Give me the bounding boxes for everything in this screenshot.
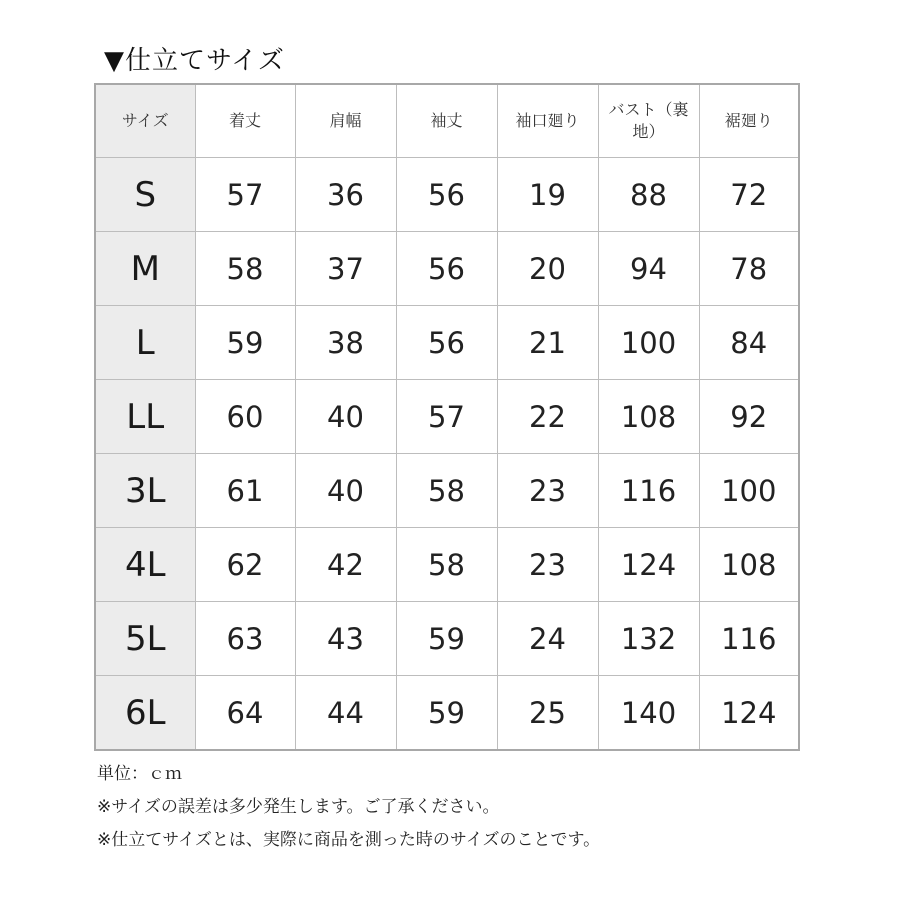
header-sleeve-length: 袖丈 <box>396 84 497 158</box>
table-cell: 44 <box>295 676 396 751</box>
header-length: 着丈 <box>195 84 295 158</box>
size-label: S <box>95 158 195 232</box>
table-cell: 59 <box>396 676 497 751</box>
table-row <box>95 454 799 528</box>
table-cell: 92 <box>699 380 799 454</box>
table-cell: 63 <box>195 602 295 676</box>
table-cell: 21 <box>497 306 598 380</box>
table-row <box>95 676 799 751</box>
header-size: サイズ <box>95 84 195 158</box>
table-cell: 23 <box>497 454 598 528</box>
header-shoulder-width: 肩幅 <box>295 84 396 158</box>
table-cell: 108 <box>699 528 799 602</box>
table-cell: 100 <box>598 306 699 380</box>
size-table <box>94 83 800 751</box>
table-cell: 24 <box>497 602 598 676</box>
table-cell: 72 <box>699 158 799 232</box>
table-cell: 40 <box>295 380 396 454</box>
table-cell: 59 <box>396 602 497 676</box>
table-cell: 132 <box>598 602 699 676</box>
table-cell: 57 <box>396 380 497 454</box>
table-cell: 62 <box>195 528 295 602</box>
table-cell: 43 <box>295 602 396 676</box>
size-label: 6L <box>95 676 195 751</box>
size-label: 4L <box>95 528 195 602</box>
size-label: L <box>95 306 195 380</box>
table-cell: 56 <box>396 306 497 380</box>
table-header-row <box>95 84 799 158</box>
table-cell: 20 <box>497 232 598 306</box>
table-cell: 58 <box>396 454 497 528</box>
table-cell: 25 <box>497 676 598 751</box>
table-cell: 84 <box>699 306 799 380</box>
size-label: 3L <box>95 454 195 528</box>
size-label: LL <box>95 380 195 454</box>
table-cell: 56 <box>396 232 497 306</box>
table-row <box>95 232 799 306</box>
header-cuff-circumference: 袖口廻り <box>497 84 598 158</box>
section-heading: ▼仕立てサイズ <box>104 46 285 76</box>
table-row <box>95 380 799 454</box>
table-cell: 36 <box>295 158 396 232</box>
table-row <box>95 602 799 676</box>
table-cell: 23 <box>497 528 598 602</box>
table-cell: 37 <box>295 232 396 306</box>
error-note: ※サイズの誤差は多少発生します。ご了承ください。 <box>97 797 500 817</box>
table-cell: 88 <box>598 158 699 232</box>
table-cell: 108 <box>598 380 699 454</box>
table-cell: 94 <box>598 232 699 306</box>
table-cell: 22 <box>497 380 598 454</box>
table-cell: 124 <box>598 528 699 602</box>
notes <box>97 758 600 857</box>
unit-note: 単位：ｃｍ <box>97 764 182 784</box>
table-cell: 78 <box>699 232 799 306</box>
definition-note: ※仕立てサイズとは、実際に商品を測った時のサイズのことです。 <box>97 830 601 850</box>
table-row <box>95 158 799 232</box>
size-label: M <box>95 232 195 306</box>
header-bust: バスト（裏地） <box>598 84 699 158</box>
table-cell: 124 <box>699 676 799 751</box>
table-cell: 140 <box>598 676 699 751</box>
table-cell: 56 <box>396 158 497 232</box>
table-cell: 61 <box>195 454 295 528</box>
table-cell: 100 <box>699 454 799 528</box>
table-cell: 60 <box>195 380 295 454</box>
table-cell: 64 <box>195 676 295 751</box>
table-cell: 38 <box>295 306 396 380</box>
table-cell: 42 <box>295 528 396 602</box>
size-label: 5L <box>95 602 195 676</box>
table-cell: 59 <box>195 306 295 380</box>
table-cell: 58 <box>195 232 295 306</box>
table-cell: 40 <box>295 454 396 528</box>
header-hem-circumference: 裾廻り <box>699 84 799 158</box>
table-row <box>95 528 799 602</box>
table-cell: 116 <box>699 602 799 676</box>
table-row <box>95 306 799 380</box>
table-cell: 58 <box>396 528 497 602</box>
table-cell: 57 <box>195 158 295 232</box>
table-cell: 19 <box>497 158 598 232</box>
table-cell: 116 <box>598 454 699 528</box>
